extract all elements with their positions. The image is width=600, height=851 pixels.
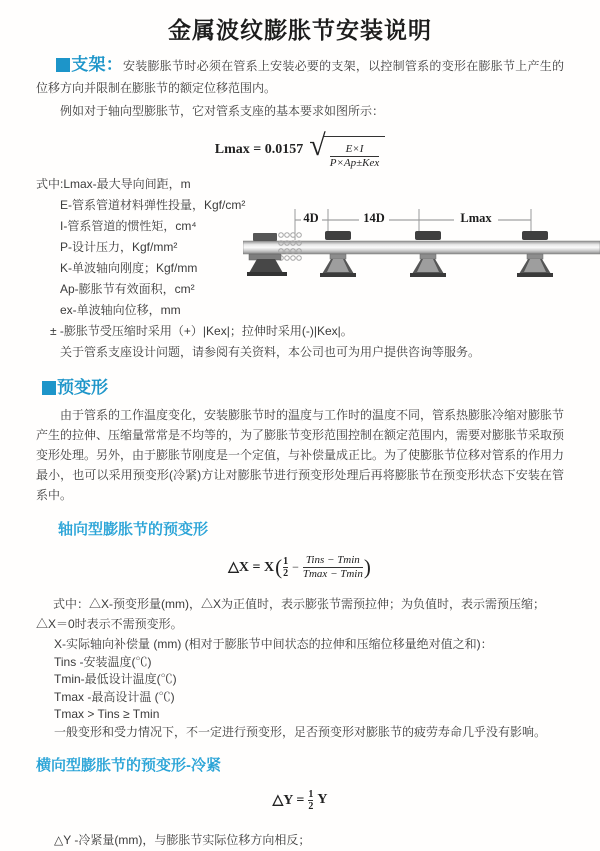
ty-denominator: 2 [308,800,314,812]
def-item: P-设计压力，Kgf/mm² [60,240,178,254]
pipe-support-diagram [243,204,600,304]
def-item: ex-单波轴向位移，mm [60,303,181,317]
example-line: 例如对于轴向型膨胀节，它对管系支座的基本要求如图所示： [60,104,385,118]
plus-minus-note: ± -膨胀节受压缩时采用（+）|Kex|；拉伸时采用(-)|Kex|。 [50,324,353,338]
preform-section-heading-row [42,378,600,399]
axial-line: Tmax -最高设计温 (℃) [54,689,175,704]
transverse-formula [0,783,600,817]
dim-label-lmax: Lmax [460,211,492,225]
dim-label-14d: 14D [363,211,385,225]
axial-explain: 式中：△X-预变形量(mm)，△X为正值时，表示膨张节需预拉伸；为负值时，表示需预压缩；△X＝0时表示不需预变形。 [36,597,545,631]
axial-line: X-实际轴向补偿量 (mm) (相对于膨胀节中间状态的拉伸和压缩位移量绝对值之和)： [54,637,493,651]
radical-sign-icon: √ [309,129,326,163]
axial-formula-lhs: △X = X [228,559,275,575]
page-title: 金属波纹膨胀节安装说明 [168,17,432,43]
axial-line: 一般变形和受力情况下，不一定进行预变形，足否预变形对膨胀节的疲劳寿命几乎没有影响。 [54,724,547,739]
axial-line: Tmin-最低设计温度(℃) [54,672,177,686]
def-item: I-管系管道的惯性矩，cm⁴ [60,219,197,233]
axial-definition-lines [54,636,564,741]
def-item: K-单波轴向刚度；Kgf/mm [60,261,198,275]
section-marker-icon [42,381,56,395]
axial-line: Tmax > Tins ≥ Tmin [54,707,160,721]
def-item: E-管系管道材料弹性投量，Kgf/cm² [60,198,246,212]
axial-subheading: 轴向型膨胀节的预变形 [58,521,209,538]
defs-lead: 式中:Lmax-最大导向间距，m [36,177,191,191]
minus-sign: − [292,559,299,574]
transverse-note: △Y -冷紧量(mm)，与膨胀节实际位移方向相反； [54,833,311,847]
temp-numerator: Tins − Tmin [305,554,360,567]
half-numerator: 1 [283,555,289,567]
open-paren: ( [275,554,283,579]
lmax-formula-lhs: Lmax = 0.0157 [214,142,304,157]
document-page [0,12,600,847]
anchor-support [247,233,287,276]
section-marker-icon [56,58,70,72]
axial-formula [0,549,600,585]
sqrt-radical [309,131,385,168]
support-paragraph [36,54,564,99]
transverse-subheading: 横向型膨胀节的预变形-冷紧 [36,757,221,774]
support-section-heading: 支架： [71,55,124,74]
lmax-formula [0,130,600,170]
preform-section-heading: 预变形 [57,378,108,397]
lmax-formula-numerator: E×I [345,143,364,156]
def-item: Ap-膨胀节有效面积，cm² [60,282,195,296]
ty-numerator: 1 [308,788,314,800]
dim-label-4d: 4D [303,211,319,225]
preform-paragraph: 由于管系的工作温度变化，安装膨胀节时的温度与工作时的温度不同，管系热膨胀冷缩对膨胀节产生的拉伸、压缩量常常是不均等的，为了膨胀节变形范围控制在额定范围内，需要对膨胀节采取预变形处理。另外，由于膨胀节刚度是一个定值，与补偿量成正比。为了使膨胀节位移对管系的作用力最小，也可以采用预变形(冷紧)方让对膨胀节进行预变形处理后再将膨胀节在预变形状态下安装在管系中。 [36,408,565,502]
axial-line: Tins -安装温度(℃) [54,654,152,669]
transverse-formula-lhs: △Y = [272,792,305,808]
half-denominator: 2 [283,567,289,579]
support-note: 关于管系支座设计问题，请参阅有关资料，本公司也可为用户提供咨询等服务。 [60,345,481,359]
lmax-formula-denominator: P×Ap±Kex [329,156,380,169]
temp-denominator: Tmax − Tmin [302,567,363,580]
close-paren: ) [363,554,371,579]
ty-rhs: Y [317,792,328,807]
support-intro-text: 安装膨胀节时必须在管系上安装必要的支架，以控制管系的变形在膨胀节上产生的位移方向并限制在膨胀节的额定位移范围内。 [36,59,564,95]
